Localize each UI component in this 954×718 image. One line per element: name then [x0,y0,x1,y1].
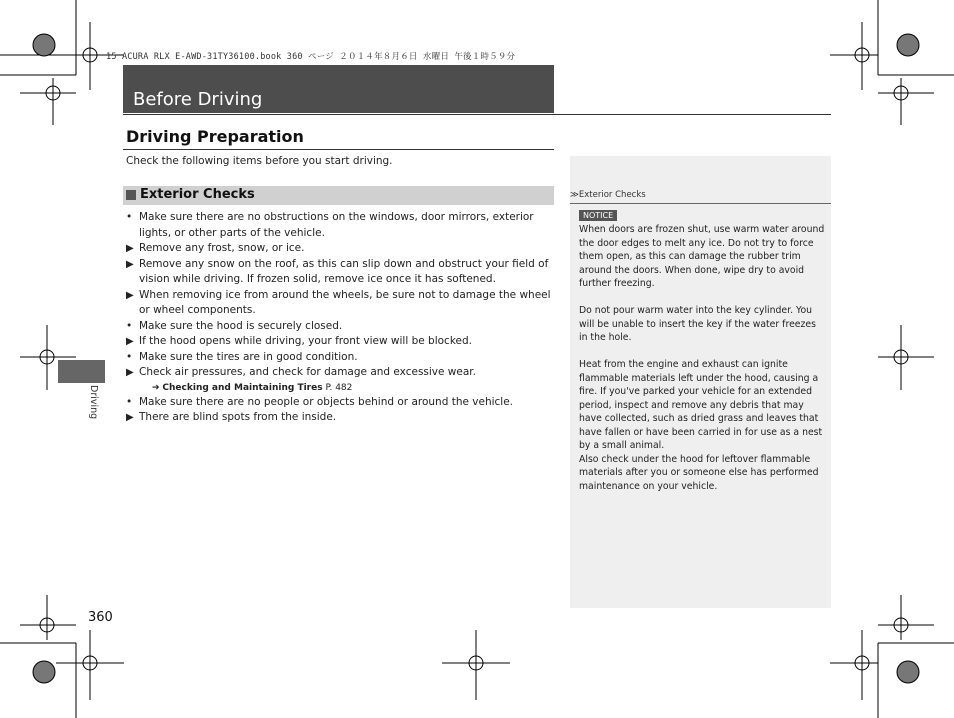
subsection-title: Exterior Checks [140,187,255,202]
bullet-icon: • [126,350,133,363]
side-note-paragraph: Heat from the engine and exhaust can ignite flammable materials left under the hood, causing a fire. If you've parked your vehicle for an extended period, inspect and remove any debris that may have collected, such as dried grass and leaves that have fallen or have been carried in for use as a nest by a small animal. [579,359,823,451]
list-item-text: Make sure the hood is securely closed. [139,319,343,332]
list-item-text: Make sure there are no people or objects behind or around the vehicle. [139,395,514,408]
triangle-icon: ▶ [126,336,134,347]
reference-page: P. 482 [325,382,353,393]
section-divider [123,149,554,150]
side-note-heading-text: Exterior Checks [578,190,646,200]
title-divider [123,114,831,115]
arrow-icon: ➔ [152,382,160,393]
list-item [126,350,556,366]
sub-item [126,288,556,319]
sub-item-text: Remove any frost, snow, or ice. [139,242,305,254]
sub-item-text: If the hood opens while driving, your front view will be blocked. [139,335,472,347]
chapter-tab-label: Driving [88,385,99,420]
side-note-heading [570,190,646,200]
list-item-text: Make sure the tires are in good condition. [139,350,358,363]
side-note-paragraph: Do not pour warm water into the key cylinder. You will be unable to insert the key if the water freezes in the hole. [579,305,816,343]
bullet-icon: • [126,319,133,332]
intro-text: Check the following items before you start driving. [126,155,393,167]
print-header: 15 ACURA RLX E-AWD-31TY36100.book 360 ページ ２０１４年８月６日 水曜日 午後１時５９分 [106,52,516,62]
side-note-divider [570,203,831,204]
sub-item [126,365,556,381]
notice-badge: NOTICE [579,210,617,221]
reference-label: Checking and Maintaining Tires [162,382,323,393]
chapter-tab [58,360,105,383]
sub-item-text: Check air pressures, and check for damage and excessive wear. [139,366,476,378]
triangle-icon: ▶ [126,412,134,423]
triangle-icon: ▶ [126,258,134,270]
square-icon [126,190,136,200]
triangle-icon: ▶ [126,289,134,301]
page-number: 360 [88,610,113,625]
cross-reference-link[interactable] [126,381,556,395]
section-title: Driving Preparation [126,127,304,146]
sub-item-text: When removing ice from around the wheels, be sure not to damage the wheel or wheel components. [139,288,551,316]
sub-item-text: Remove any snow on the roof, as this can slip down and obstruct your field of vision while driving. If frozen solid, remove ice once it has softened. [139,257,549,285]
list-item [126,395,556,411]
sub-item [126,241,556,257]
checklist [126,210,556,426]
sub-item [126,257,556,288]
bullet-icon: • [126,395,133,408]
sub-item [126,410,556,426]
triangle-icon: ▶ [126,243,134,254]
bullet-icon: • [126,211,133,223]
list-item [126,319,556,335]
chapter-title: Before Driving [133,89,263,110]
side-note-paragraph: When doors are frozen shut, use warm water around the door edges to melt any ice. Do not try to force them open, as this can damage the rubber trim around the doors. When done, wipe dry to avoid further freezing. [579,224,825,289]
list-item [126,210,556,241]
sub-item [126,334,556,350]
double-chevron-icon: ≫ [570,190,579,200]
triangle-icon: ▶ [126,367,134,378]
sub-item-text: There are blind spots from the inside. [139,411,337,423]
side-note-paragraph: Also check under the hood for leftover flammable materials after you or someone else has performed maintenance on your vehicle. [579,453,819,492]
side-note-body [579,223,827,493]
list-item-text: Make sure there are no obstructions on the windows, door mirrors, exterior lights, or other parts of the vehicle. [139,211,534,239]
